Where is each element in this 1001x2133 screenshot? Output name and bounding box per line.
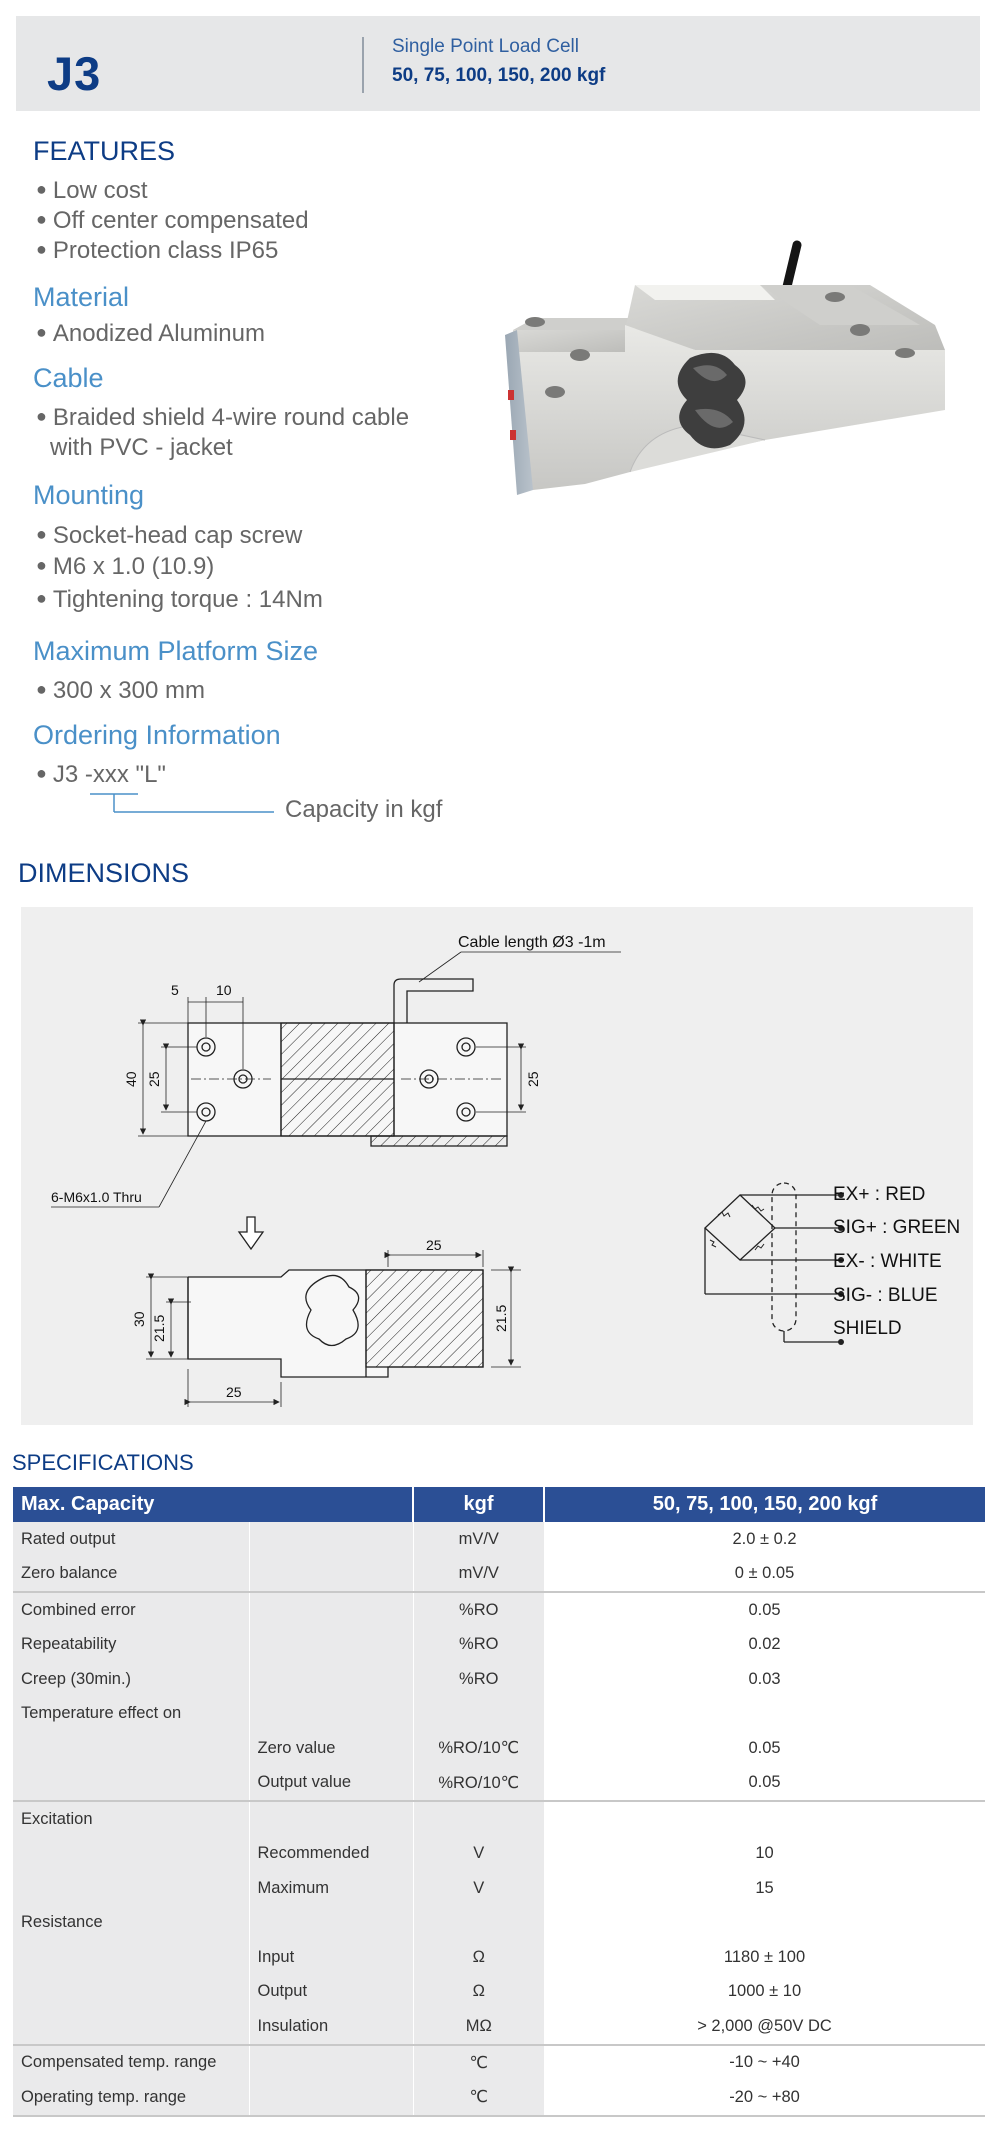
dim-25-bottom: 25 <box>226 1384 242 1400</box>
platform-heading: Maximum Platform Size <box>33 636 319 666</box>
spec-unit: V <box>413 1871 544 1906</box>
wire-label: SIG+ : GREEN <box>833 1217 961 1238</box>
table-row <box>13 1766 985 1802</box>
spec-value: 0.05 <box>544 1766 985 1802</box>
spec-unit <box>413 1906 544 1941</box>
spec-name <box>13 1731 249 1766</box>
ordering-callout-line <box>88 792 288 816</box>
spec-subname <box>249 1592 413 1628</box>
spec-subname: Recommended <box>249 1837 413 1872</box>
mounting-item: ● M6 x 1.0 (10.9) <box>36 553 215 580</box>
spec-name <box>13 1940 249 1975</box>
table-row <box>13 1522 985 1557</box>
table-row <box>13 1557 985 1593</box>
table-row <box>13 1940 985 1975</box>
spec-name: Temperature effect on <box>13 1697 249 1732</box>
table-row <box>13 1662 985 1697</box>
title-bar <box>16 16 980 111</box>
wire-label: EX- : WHITE <box>833 1251 942 1272</box>
table-row <box>13 1975 985 2010</box>
spec-value: 2.0 ± 0.2 <box>544 1522 985 1557</box>
platform-item: ● 300 x 300 mm <box>36 677 205 704</box>
bullet-icon: ● <box>36 179 47 199</box>
spec-subname <box>249 1628 413 1663</box>
spec-unit: Ω <box>413 1975 544 2010</box>
dim-10: 10 <box>216 982 232 998</box>
ordering-code: ● J3 -xxx "L" <box>36 761 166 788</box>
spec-value: 0.05 <box>544 1731 985 1766</box>
specifications-heading: SPECIFICATIONS <box>12 1450 194 1475</box>
dim-25-left: 25 <box>146 1071 162 1087</box>
spec-value <box>544 1697 985 1732</box>
bullet-icon: ● <box>36 524 47 544</box>
spec-value: > 2,000 @50V DC <box>544 2009 985 2045</box>
dim-25-top: 25 <box>426 1237 442 1253</box>
material-heading: Material <box>33 282 130 312</box>
header-cell: kgf <box>413 1487 544 1522</box>
product-subtitle: Single Point Load Cell <box>392 36 579 57</box>
bullet-icon: ● <box>36 588 47 608</box>
spec-unit <box>413 1801 544 1837</box>
spec-value <box>544 1801 985 1837</box>
feature-item: ● Protection class IP65 <box>36 237 279 264</box>
dimensions-heading: DIMENSIONS <box>18 858 190 888</box>
bullet-icon: ● <box>36 555 47 575</box>
ordering-heading: Ordering Information <box>33 720 281 750</box>
spec-subname <box>249 1662 413 1697</box>
spec-unit: V <box>413 1837 544 1872</box>
spec-subname: Output <box>249 1975 413 2010</box>
spec-unit: %RO <box>413 1662 544 1697</box>
spec-name: Compensated temp. range <box>13 2045 249 2081</box>
table-row <box>13 1592 985 1628</box>
spec-subname <box>249 2045 413 2081</box>
spec-name: Operating temp. range <box>13 2080 249 2116</box>
spec-name <box>13 2009 249 2045</box>
spec-subname: Maximum <box>249 1871 413 1906</box>
spec-unit: %RO <box>413 1592 544 1628</box>
dim-40: 40 <box>123 1071 139 1087</box>
spec-name: Excitation <box>13 1801 249 1837</box>
spec-value: 0.05 <box>544 1592 985 1628</box>
table-row <box>13 1801 985 1837</box>
spec-value: 0 ± 0.05 <box>544 1557 985 1593</box>
header-cell: 50, 75, 100, 150, 200 kgf <box>544 1487 985 1522</box>
spec-unit: Ω <box>413 1940 544 1975</box>
spec-unit: ℃ <box>413 2045 544 2081</box>
spec-value: 0.02 <box>544 1628 985 1663</box>
spec-subname <box>249 2080 413 2116</box>
table-row <box>13 1628 985 1663</box>
spec-name: Zero balance <box>13 1557 249 1593</box>
spec-name <box>13 1766 249 1802</box>
wire-label: EX+ : RED <box>833 1184 926 1205</box>
model-name: J3 <box>47 47 102 100</box>
dim-5: 5 <box>171 982 179 998</box>
bullet-icon: ● <box>36 209 47 229</box>
spec-subname: Output value <box>249 1766 413 1802</box>
spec-subname: Zero value <box>249 1731 413 1766</box>
spec-unit: ℃ <box>413 2080 544 2116</box>
mounting-item: ● Tightening torque : 14Nm <box>36 586 323 613</box>
spec-subname <box>249 1557 413 1593</box>
bullet-icon: ● <box>36 322 47 342</box>
spec-name <box>13 1975 249 2010</box>
load-cell-photo <box>505 240 950 565</box>
spec-name <box>13 1837 249 1872</box>
spec-subname <box>249 1906 413 1941</box>
spec-value <box>544 1906 985 1941</box>
spec-unit: %RO/10℃ <box>413 1731 544 1766</box>
wire-label: SHIELD <box>833 1318 902 1339</box>
bullet-icon: ● <box>36 406 47 426</box>
spec-subname: Input <box>249 1940 413 1975</box>
table-row <box>13 1871 985 1906</box>
dim-21-5-left: 21.5 <box>151 1314 167 1342</box>
spec-value: 0.03 <box>544 1662 985 1697</box>
spec-value: 1000 ± 10 <box>544 1975 985 2010</box>
material-item: ● Anodized Aluminum <box>36 320 265 347</box>
divider <box>362 37 364 93</box>
holes-label: 6-M6x1.0 Thru <box>51 1189 142 1205</box>
spec-name: Rated output <box>13 1522 249 1557</box>
spec-unit: mV/V <box>413 1557 544 1593</box>
spec-unit: %RO/10℃ <box>413 1766 544 1802</box>
spec-value: -10 ~ +40 <box>544 2045 985 2081</box>
table-row <box>13 1837 985 1872</box>
feature-item: ● Off center compensated <box>36 207 309 234</box>
dim-30: 30 <box>131 1311 147 1327</box>
cable-item: ● Braided shield 4-wire round cable <box>36 404 410 431</box>
spec-value: 1180 ± 100 <box>544 1940 985 1975</box>
spec-unit <box>413 1697 544 1732</box>
header-cell: Max. Capacity <box>13 1487 413 1522</box>
feature-item: ● Low cost <box>36 177 148 204</box>
features-heading: FEATURES <box>33 136 176 166</box>
spec-subname <box>249 1801 413 1837</box>
spec-subname <box>249 1522 413 1557</box>
spec-unit: MΩ <box>413 2009 544 2045</box>
dim-25-right: 25 <box>525 1071 541 1087</box>
wire-label: SIG- : BLUE <box>833 1285 938 1306</box>
bullet-icon: ● <box>36 239 47 259</box>
spec-value: -20 ~ +80 <box>544 2080 985 2116</box>
table-row <box>13 2009 985 2045</box>
capacity-range: 50, 75, 100, 150, 200 kgf <box>392 65 606 86</box>
spec-value: 15 <box>544 1871 985 1906</box>
table-row <box>13 2080 985 2116</box>
bullet-icon: ● <box>36 679 47 699</box>
spec-name: Creep (30min.) <box>13 1662 249 1697</box>
spec-name: Repeatability <box>13 1628 249 1663</box>
bullet-icon: ● <box>36 763 47 783</box>
specifications-table <box>13 1487 985 2117</box>
spec-value: 10 <box>544 1837 985 1872</box>
table-header <box>13 1487 985 1522</box>
table-row <box>13 2045 985 2081</box>
spec-unit: %RO <box>413 1628 544 1663</box>
table-row <box>13 1697 985 1732</box>
spec-subname: Insulation <box>249 2009 413 2045</box>
ordering-note: Capacity in kgf <box>285 796 443 823</box>
mounting-item: ● Socket-head cap screw <box>36 522 303 549</box>
spec-subname <box>249 1697 413 1732</box>
table-row <box>13 1906 985 1941</box>
dim-21-5-right: 21.5 <box>493 1304 509 1332</box>
spec-unit: mV/V <box>413 1522 544 1557</box>
cable-heading: Cable <box>33 363 104 393</box>
cable-length-label: Cable length Ø3 -1m <box>458 934 606 951</box>
spec-name: Combined error <box>13 1592 249 1628</box>
spec-name <box>13 1871 249 1906</box>
mounting-heading: Mounting <box>33 480 145 510</box>
cable-item-cont: with PVC - jacket <box>50 434 233 461</box>
spec-name: Resistance <box>13 1906 249 1941</box>
table-row <box>13 1731 985 1766</box>
